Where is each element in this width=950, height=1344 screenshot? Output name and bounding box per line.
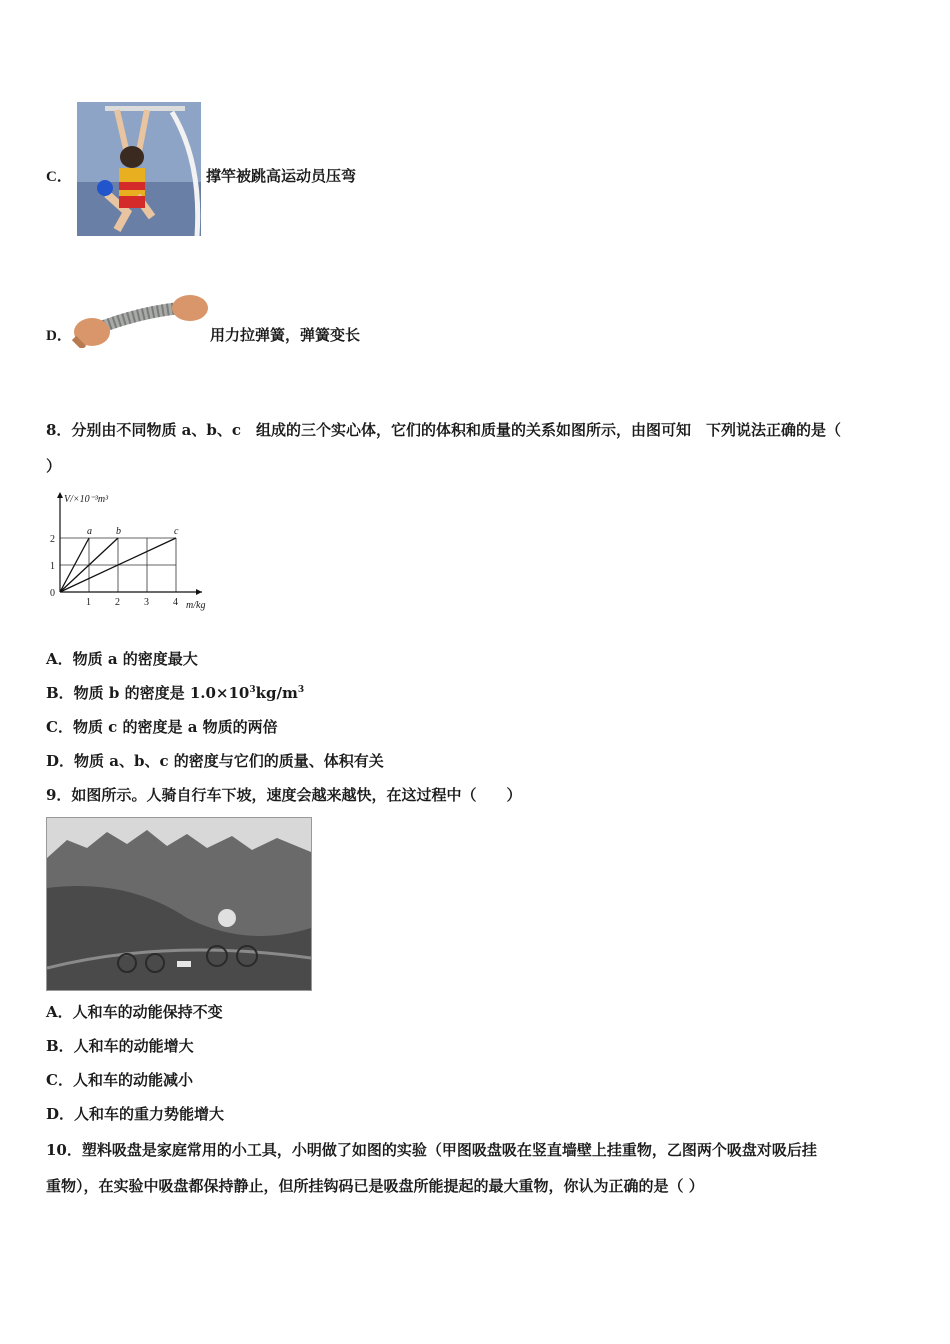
q9-stem: 9．如图所示。人骑自行车下坡，速度会越来越快，在这过程中（ ） [46,786,522,804]
spring-illustration [72,294,210,348]
q8-option-b-unit: kg/m [255,684,298,702]
option-c-text: 撑竿被跳高运动员压弯 [206,167,357,185]
option-d-text: 用力拉弹簧，弹簧变长 [210,326,361,344]
volume-mass-chart [40,488,230,616]
q8-option-b [46,683,304,703]
q8-option-b-sup1: 3 [249,685,256,695]
q10-stem-line2: 重物），在实验中吸盘都保持静止，但所挂钩码已是吸盘所能提起的最大重物，你认为正确的是（ ） [46,1177,704,1195]
x-tick-label: 2 [115,597,120,608]
q8-option-b-prefix: B．物质 b 的密度是 1.0×10 [46,684,250,702]
y-axis-arrow [57,492,63,498]
x-tick-label: 4 [173,597,178,608]
q9-option-a: A．人和车的动能保持不变 [46,1003,223,1021]
pole-vault-illustration [77,102,201,236]
y-axis-label: V/×10⁻³m³ [64,494,109,505]
q8-option-a: A．物质 a 的密度最大 [46,650,198,668]
pole-vault-photo [77,102,201,236]
x-tick-label: 1 [86,597,91,608]
y-tick-label: 2 [50,534,55,545]
q8-option-b-sup2: 3 [297,685,305,695]
q9-option-d: D．人和车的重力势能增大 [46,1105,225,1123]
q8-option-c: C．物质 c 的密度是 a 物质的两倍 [46,718,278,736]
q8-stem-line2: ） [46,457,62,475]
option-d-letter: D． [46,328,72,344]
series-label-b: b [116,526,121,537]
x-axis-arrow [196,589,202,595]
q10-stem-line1: 10．塑料吸盘是家庭常用的小工具，小明做了如图的实验（甲图吸盘吸在竖直墙壁上挂重物，乙图两个吸盘对吸后挂 [46,1141,817,1159]
x-tick-label: 3 [144,597,149,608]
q8-stem-line1: 8．分别由不同物质 a、b、c 组成的三个实心体，它们的体积和质量的关系如图所示，由图可知 下列说法正确的是（ [46,421,842,439]
cyclist-photo [46,817,312,991]
y-tick-label: 1 [50,561,55,572]
q9-option-b: B．人和车的动能增大 [46,1037,194,1055]
spring-photo [72,294,210,348]
q8-option-d: D．物质 a、b、c 的密度与它们的质量、体积有关 [46,752,384,770]
q9-option-c: C．人和车的动能减小 [46,1071,193,1089]
series-label-a: a [87,526,92,537]
origin-label: 0 [50,588,55,599]
cyclist-downhill-illustration [47,818,311,990]
option-c-letter: C． [46,169,72,185]
series-label-c: c [174,526,179,537]
q8-chart-container [40,488,230,616]
x-axis-label: m/kg [186,600,206,611]
